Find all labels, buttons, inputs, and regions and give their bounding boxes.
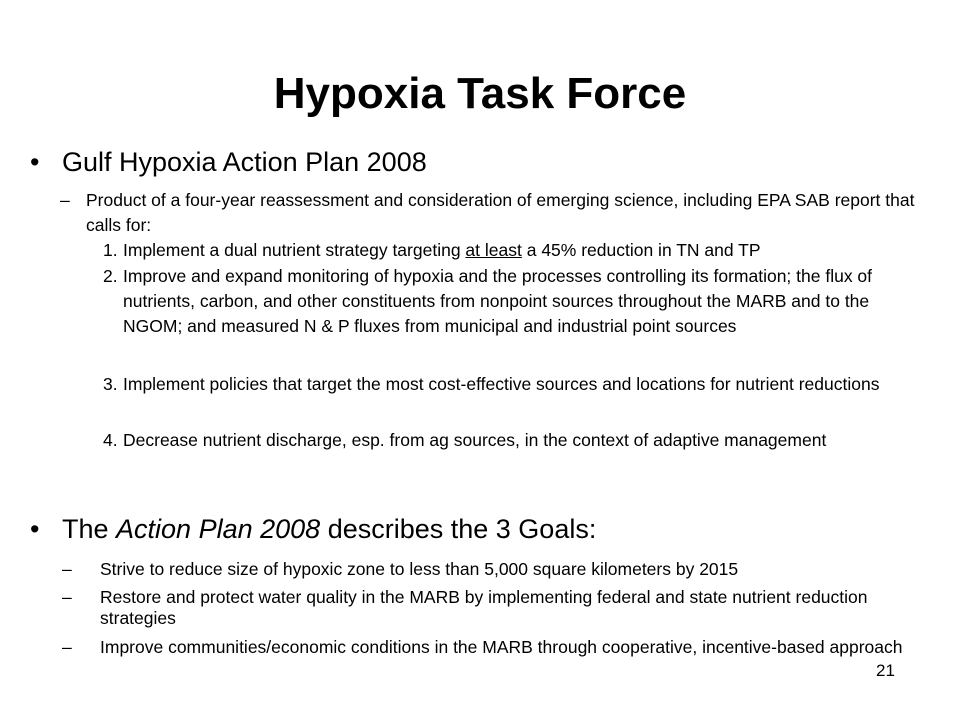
dash-marker: – bbox=[62, 637, 72, 657]
bullet-marker: • bbox=[30, 147, 40, 177]
item-text: Implement policies that target the most cost-effective sources and locations for nutrient reductions bbox=[123, 374, 880, 394]
dash-marker: – bbox=[62, 559, 72, 579]
item-number: 2. bbox=[103, 266, 118, 286]
goal-text: Improve communities/economic conditions in the MARB through cooperative, incentive-based approach bbox=[100, 637, 903, 657]
sub-point-text: Product of a four-year reassessment and consideration of emerging science, including EPA SAB report that calls for: bbox=[86, 190, 915, 235]
bullet-text-italic: Action Plan 2008 bbox=[116, 514, 321, 544]
item-text-post: a 45% reduction in TN and TP bbox=[521, 240, 761, 260]
item-number: 1. bbox=[103, 240, 118, 260]
dash-marker: – bbox=[60, 190, 70, 210]
item-number: 3. bbox=[103, 374, 118, 394]
item-text-pre: Implement a dual nutrient strategy targeting bbox=[123, 240, 466, 260]
dash-marker: – bbox=[62, 587, 72, 607]
item-text: Improve and expand monitoring of hypoxia and the processes controlling its formation; the flux of nutrients, carbon, and other constituents from nonpoint sources throughout the MARB and to the NGOM; and measured N & P fluxes from municipal and industrial point sources bbox=[123, 266, 873, 336]
goal-text: Strive to reduce size of hypoxic zone to less than 5,000 square kilometers by 2015 bbox=[100, 559, 739, 579]
page-number: 21 bbox=[876, 661, 895, 680]
goal-text: Restore and protect water quality in the MARB by implementing federal and state nutrient reduction strategies bbox=[100, 587, 868, 628]
bullet-text-pre: The bbox=[62, 514, 117, 544]
bullet-text-post: describes the 3 Goals: bbox=[320, 514, 597, 544]
item-text bbox=[123, 238, 918, 263]
slide-title: Hypoxia Task Force bbox=[273, 69, 687, 118]
bullet-text bbox=[62, 513, 596, 545]
bullet-text: Gulf Hypoxia Action Plan 2008 bbox=[62, 147, 427, 177]
item-text: Decrease nutrient discharge, esp. from ag sources, in the context of adaptive management bbox=[123, 430, 827, 450]
item-text-underline: at least bbox=[465, 240, 522, 260]
bullet-marker: • bbox=[30, 514, 40, 544]
item-number: 4. bbox=[103, 430, 118, 450]
